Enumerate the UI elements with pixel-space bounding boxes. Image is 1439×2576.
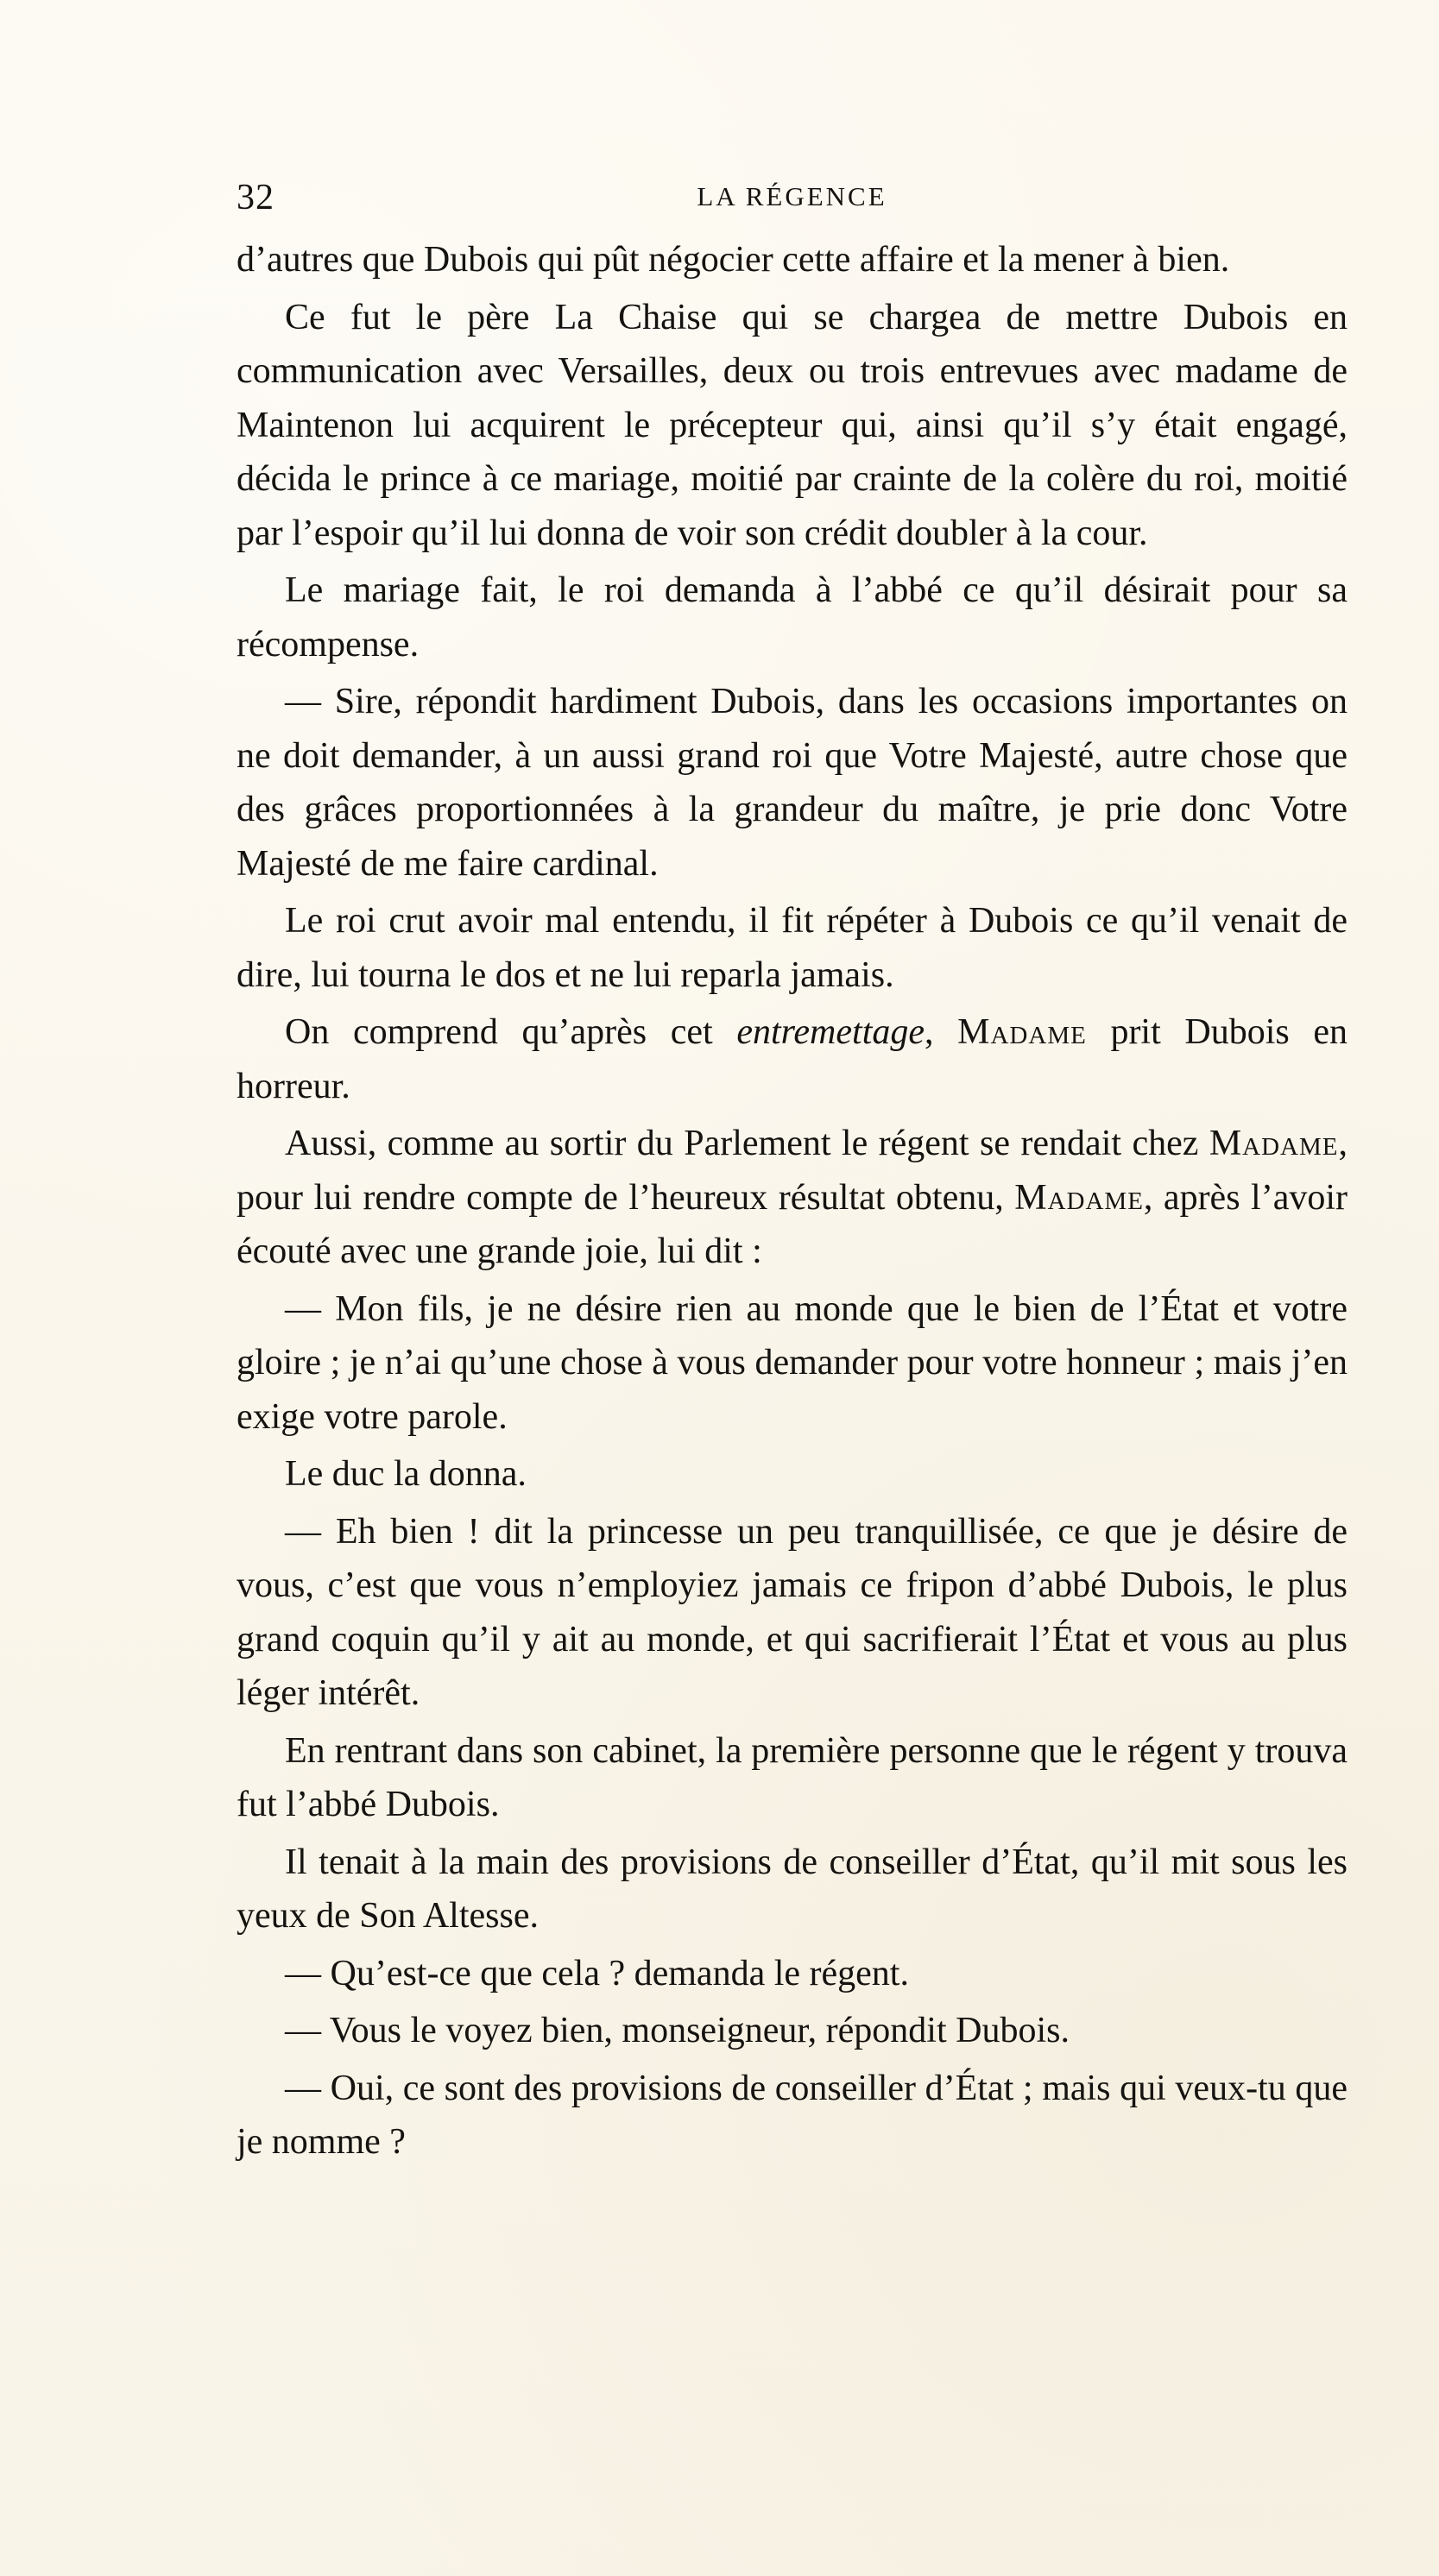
- madame-smallcaps: Madame: [1014, 1177, 1144, 1218]
- madame-smallcaps: Madame: [957, 1012, 1087, 1052]
- page-header: [237, 176, 1347, 219]
- paragraph: — Sire, répondit hardiment Dubois, dans les occasions importantes on ne doit demander, à un aussi grand roi que Votre Majesté, autre chose que des grâces proportionnées à la grandeur du maître, je prie donc Votre Majesté de me faire cardinal.: [237, 682, 1347, 884]
- paragraph: Le duc la donna.: [285, 1454, 527, 1494]
- paragraph: Le roi crut avoir mal entendu, il fit répéter à Dubois ce qu’il venait de dire, lui tourna le dos et ne lui reparla jamais.: [237, 901, 1347, 995]
- paragraph: [237, 1005, 1347, 1113]
- page-number: 32: [237, 178, 275, 217]
- running-head: LA RÉGENCE: [697, 181, 887, 211]
- paragraph-text: , pour lui rendre compte de l’heureux résultat obtenu,: [237, 1124, 1347, 1218]
- paragraph: — Qu’est-ce que cela ? demanda le régent.: [285, 1953, 909, 1993]
- paragraph: Il tenait à la main des provisions de conseiller d’État, qu’il mit sous les yeux de Son Altesse.: [237, 1842, 1347, 1936]
- paragraph-text: On comprend qu’après cet: [285, 1012, 737, 1052]
- paragraph: Ce fut le père La Chaise qui se chargea de mettre Dubois en communication avec Versailles, deux ou trois entrevues avec madame de Maintenon lui acquirent le précepteur qui, ainsi qu’il s’y était engagé, décida le prince à ce mariage, moitié par crainte de la colère du roi, moitié par l’espoir qu’il lui donna de voir son crédit doubler à la cour.: [237, 297, 1347, 553]
- paragraph: — Oui, ce sont des provisions de conseiller d’État ; mais qui veux-tu que je nomme ?: [237, 2068, 1347, 2162]
- paragraph: — Mon fils, je ne désire rien au monde que le bien de l’État et votre gloire ; je n’ai qu’une chose à vous demander pour votre honneur ; mais j’en exige votre parole.: [237, 1288, 1347, 1437]
- paragraph-text: Aussi, comme au sortir du Parlement le régent se rendait chez: [285, 1124, 1209, 1163]
- paragraph-text: prit Dubois en horreur.: [237, 1012, 1348, 1106]
- paragraph-text: , après l’avoir écouté avec une grande joie, lui dit :: [237, 1177, 1347, 1271]
- paragraph: — Vous le voyez bien, monseigneur, répondit Dubois.: [285, 2011, 1070, 2050]
- madame-smallcaps: Madame: [1209, 1124, 1339, 1163]
- paragraph: En rentrant dans son cabinet, la première personne que le régent y trouva fut l’abbé Dubois.: [237, 1730, 1347, 1824]
- italic-word: entremettage: [736, 1012, 925, 1052]
- paragraph: Le mariage fait, le roi demanda à l’abbé ce qu’il désirait pour sa récompense.: [237, 570, 1347, 664]
- punctuation: ,: [925, 1012, 958, 1052]
- paragraph: d’autres que Dubois qui pût négocier cette affaire et la mener à bien.: [237, 240, 1230, 280]
- paragraph: — Eh bien ! dit la princesse un peu tranquillisée, ce que je désire de vous, c’est que vous n’employiez jamais ce fripon d’abbé Dubois, le plus grand coquin qu’il y ait au monde, et qui sacrifierait l’État et vous au plus léger intérêt.: [237, 1511, 1347, 1713]
- paragraph: [237, 1117, 1347, 1279]
- body-text: [237, 233, 1347, 2173]
